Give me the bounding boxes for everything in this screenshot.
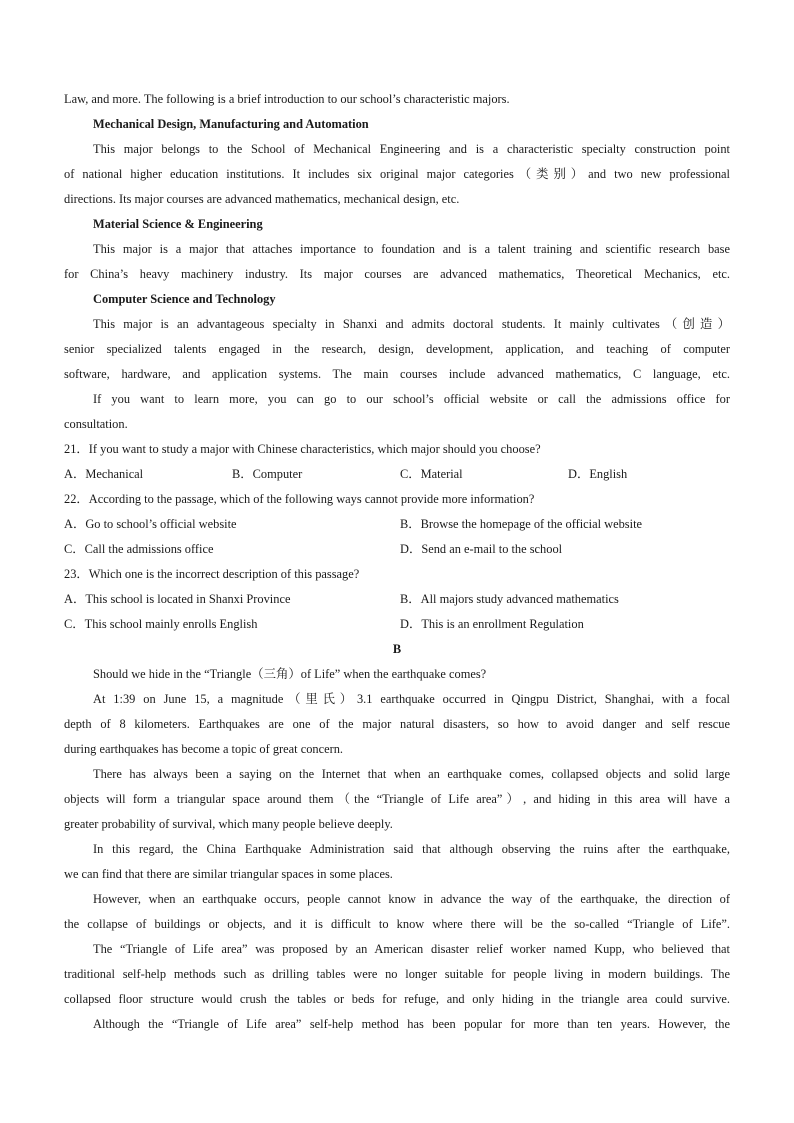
major-text-line: This major is an advantageous specialty in Shanxi and admits doctoral students. It mainly cultivates（创造） <box>93 317 730 331</box>
major-text-line: directions. Its major courses are advanced mathematics, mechanical design, etc. <box>64 192 460 206</box>
passage-line: during earthquakes has become a topic of great concern. <box>64 742 344 756</box>
passage-line: Should we hide in the “Triangle（三角）of Life” when the earthquake comes? <box>93 667 487 681</box>
question-23-options-cd <box>64 612 730 637</box>
question-22-options-cd <box>64 537 730 562</box>
intro-tail: Law, and more. The following is a brief introduction to our school’s characteristic majors. <box>64 92 510 106</box>
passage-line: we can find that there are similar triangular spaces in some places. <box>64 867 393 881</box>
major-text-line: senior specialized talents engaged in the research, design, development, application, and teaching of computer <box>64 342 730 356</box>
passage-line: traditional self-help methods such as drilling tables were no longer suitable for people living in modern buildings. The <box>64 967 730 981</box>
question-22-options-ab <box>64 512 730 537</box>
option-b: B．Browse the homepage of the official website <box>400 517 643 531</box>
option-a: A．Go to school’s official website <box>64 517 237 531</box>
option-a: A．This school is located in Shanxi Province <box>64 592 291 606</box>
passage-line: At 1:39 on June 15, a magnitude（里氏）3.1 earthquake occurred in Qingpu District, Shanghai, with a focal <box>93 692 730 706</box>
passage-line: the collapse of buildings or objects, and it is difficult to know where there will be the so-called “Triangle of Life”. <box>64 917 730 931</box>
section-b-heading: B <box>392 642 402 656</box>
option-c: C．Material <box>400 467 463 481</box>
closing-line: If you want to learn more, you can go to our school’s official website or call the admissions office for <box>93 392 730 406</box>
passage-line: However, when an earthquake occurs, people cannot know in advance the way of the earthquake, the direction of <box>93 892 730 906</box>
passage-line: Although the “Triangle of Life area” self-help method has been popular for more than ten years. However, the <box>93 1017 730 1031</box>
major-title-material: Material Science & Engineering <box>93 217 263 231</box>
closing-line: consultation. <box>64 417 128 431</box>
option-d: D．This is an enrollment Regulation <box>400 617 584 631</box>
option-b: B．Computer <box>232 467 303 481</box>
option-a: A．Mechanical <box>64 467 144 481</box>
option-c: C．Call the admissions office <box>64 542 214 556</box>
passage-line: depth of 8 kilometers. Earthquakes are one of the major natural disasters, so how to avoid danger and self rescue <box>64 717 730 731</box>
major-text-line: This major belongs to the School of Mechanical Engineering and is a characteristic specialty construction point <box>93 142 730 156</box>
passage-line: objects will form a triangular space around them（the “Triangle of Life area”）, and hiding in this area will have a <box>64 792 730 806</box>
passage-line: collapsed floor structure would crush the tables or beds for refuge, and only hiding in the triangle area could survive. <box>64 992 730 1006</box>
passage-line: There has always been a saying on the Internet that when an earthquake comes, collapsed objects and solid large <box>93 767 730 781</box>
question-22-stem: 22．According to the passage, which of the following ways cannot provide more information? <box>64 492 535 506</box>
option-d: D．Send an e-mail to the school <box>400 542 563 556</box>
option-b: B．All majors study advanced mathematics <box>400 592 619 606</box>
major-text-line: software, hardware, and application systems. The main courses include advanced mathematics, C language, etc. <box>64 367 730 381</box>
passage-line: In this regard, the China Earthquake Administration said that although observing the ruins after the earthquake, <box>93 842 730 856</box>
major-title-mechanical: Mechanical Design, Manufacturing and Automation <box>93 117 369 131</box>
question-23-options-ab <box>64 587 730 612</box>
question-21-options <box>64 462 730 487</box>
option-d: D．English <box>568 467 628 481</box>
passage-line: The “Triangle of Life area” was proposed by an American disaster relief worker named Kupp, who believed that <box>93 942 730 956</box>
question-21-stem: 21．If you want to study a major with Chinese characteristics, which major should you choose? <box>64 442 541 456</box>
page-content <box>64 87 730 1037</box>
major-title-computer: Computer Science and Technology <box>93 292 276 306</box>
major-text-line: This major is a major that attaches importance to foundation and is a talent training and scientific research base <box>93 242 730 256</box>
major-text-line: for China’s heavy machinery industry. Its major courses are advanced mathematics, Theoretical Mechanics, etc. <box>64 267 730 281</box>
major-text-line: of national higher education institutions. It includes six original major categories（类别）and two new professional <box>64 167 730 181</box>
option-c: C．This school mainly enrolls English <box>64 617 258 631</box>
passage-line: greater probability of survival, which many people believe deeply. <box>64 817 393 831</box>
question-23-stem: 23．Which one is the incorrect description of this passage? <box>64 567 360 581</box>
